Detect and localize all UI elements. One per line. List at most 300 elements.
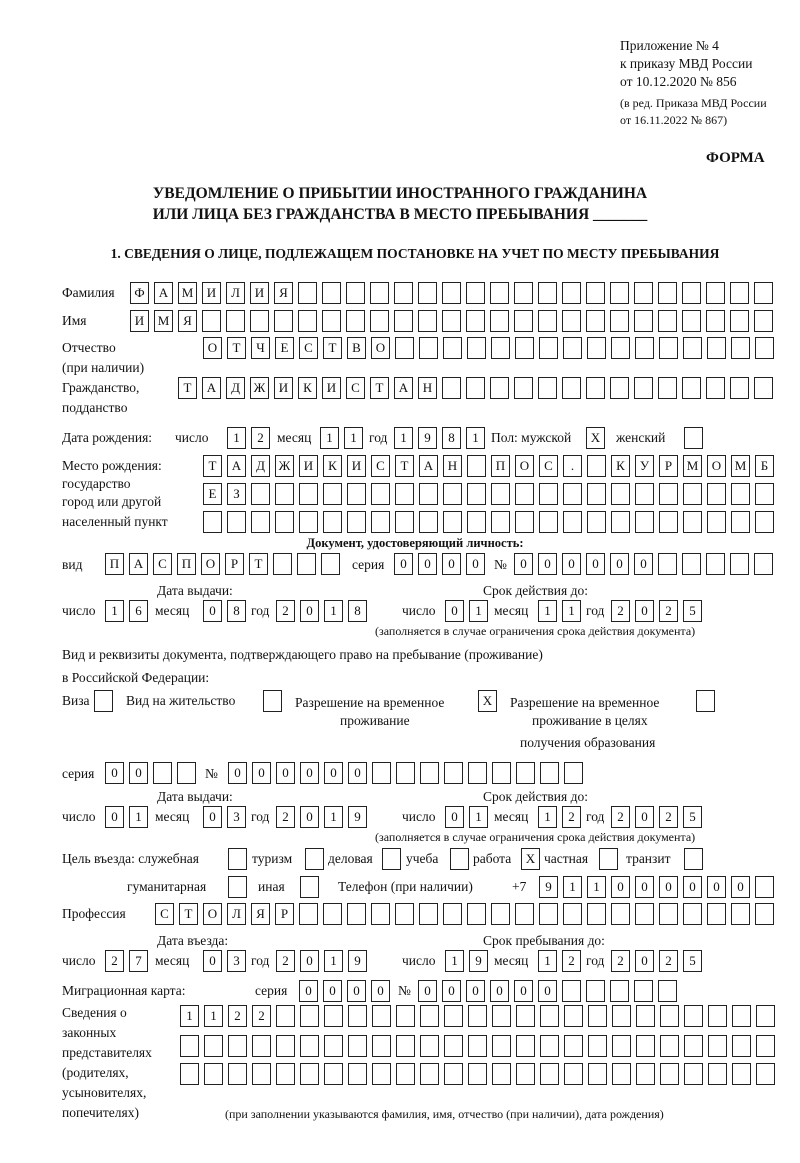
birth-place2-cell[interactable] xyxy=(395,483,414,505)
residence-checkbox[interactable] xyxy=(263,690,282,712)
rep1-cell[interactable]: 2 xyxy=(228,1005,247,1027)
birth-place1-cell[interactable]: О xyxy=(515,455,534,477)
rep1-cell[interactable] xyxy=(348,1005,367,1027)
doc-valid-year-cell[interactable]: 5 xyxy=(683,600,702,622)
birth-place3-cell[interactable] xyxy=(491,511,510,533)
birth-place1-cell[interactable]: У xyxy=(635,455,654,477)
name-cell[interactable]: М xyxy=(154,310,173,332)
citizenship-cell[interactable]: И xyxy=(274,377,293,399)
rep3-cell[interactable] xyxy=(588,1063,607,1085)
mc-number-cell[interactable]: 0 xyxy=(514,980,533,1002)
p-transit-checkbox[interactable] xyxy=(684,848,703,870)
stay-number-cell[interactable]: 0 xyxy=(276,762,295,784)
mc-series-cell[interactable]: 0 xyxy=(323,980,342,1002)
doc-valid-day-cell[interactable]: 1 xyxy=(469,600,488,622)
citizenship-cell[interactable] xyxy=(490,377,509,399)
rep1-cell[interactable] xyxy=(324,1005,343,1027)
rep3-cell[interactable] xyxy=(204,1063,223,1085)
patronymic-cell[interactable]: О xyxy=(371,337,390,359)
stay-number-cell[interactable] xyxy=(540,762,559,784)
birth-place1-cell[interactable]: П xyxy=(491,455,510,477)
birth-place1-cell[interactable]: М xyxy=(731,455,750,477)
doc-series-cell[interactable]: 0 xyxy=(418,553,437,575)
doc-valid-month-cell[interactable]: 1 xyxy=(538,600,557,622)
patronymic-cell[interactable]: Е xyxy=(275,337,294,359)
rep3-cell[interactable] xyxy=(468,1063,487,1085)
doc-number-cell[interactable]: 0 xyxy=(562,553,581,575)
rep3-cell[interactable] xyxy=(420,1063,439,1085)
surname-cell[interactable] xyxy=(730,282,749,304)
rep3-cell[interactable] xyxy=(348,1063,367,1085)
stay-issue-year-cell[interactable]: 2 xyxy=(276,806,295,828)
birth-place2-cell[interactable] xyxy=(683,483,702,505)
rep1-cell[interactable] xyxy=(300,1005,319,1027)
profession-cell[interactable] xyxy=(299,903,318,925)
birth-place3-cell[interactable] xyxy=(563,511,582,533)
phone-cell[interactable]: 9 xyxy=(539,876,558,898)
rep3-cell[interactable] xyxy=(708,1063,727,1085)
patronymic-cell[interactable] xyxy=(419,337,438,359)
surname-cell[interactable] xyxy=(538,282,557,304)
doc-issue-year-cell[interactable]: 0 xyxy=(300,600,319,622)
doc-kind-cell[interactable]: О xyxy=(201,553,220,575)
profession-cell[interactable]: О xyxy=(203,903,222,925)
name-cell[interactable] xyxy=(682,310,701,332)
name-cell[interactable] xyxy=(610,310,629,332)
rep1-cell[interactable] xyxy=(420,1005,439,1027)
birth-place1-cell[interactable]: Ж xyxy=(275,455,294,477)
doc-number-cell[interactable]: 0 xyxy=(634,553,653,575)
profession-cell[interactable] xyxy=(323,903,342,925)
surname-cell[interactable] xyxy=(490,282,509,304)
name-cell[interactable] xyxy=(418,310,437,332)
rep1-cell[interactable] xyxy=(732,1005,751,1027)
profession-cell[interactable] xyxy=(467,903,486,925)
until-month-cell[interactable]: 2 xyxy=(562,950,581,972)
citizenship-cell[interactable] xyxy=(634,377,653,399)
profession-cell[interactable] xyxy=(419,903,438,925)
rep1-cell[interactable]: 1 xyxy=(204,1005,223,1027)
mc-number-cell[interactable] xyxy=(586,980,605,1002)
surname-cell[interactable]: Ф xyxy=(130,282,149,304)
p-tourism-checkbox[interactable] xyxy=(305,848,324,870)
rep2-cell[interactable] xyxy=(564,1035,583,1057)
doc-kind-cell[interactable]: П xyxy=(177,553,196,575)
patronymic-cell[interactable] xyxy=(755,337,774,359)
stay-number-cell[interactable]: 0 xyxy=(348,762,367,784)
name-cell[interactable] xyxy=(250,310,269,332)
birth-place1-cell[interactable]: К xyxy=(611,455,630,477)
birth-place2-cell[interactable] xyxy=(611,483,630,505)
profession-cell[interactable] xyxy=(707,903,726,925)
stay-valid-year-cell[interactable]: 0 xyxy=(635,806,654,828)
until-year-cell[interactable]: 2 xyxy=(611,950,630,972)
stay-valid-year-cell[interactable]: 2 xyxy=(659,806,678,828)
birth-place3-cell[interactable] xyxy=(323,511,342,533)
doc-issue-year-cell[interactable]: 8 xyxy=(348,600,367,622)
p-private-checkbox[interactable] xyxy=(599,848,618,870)
rep2-cell[interactable] xyxy=(324,1035,343,1057)
rep2-cell[interactable] xyxy=(420,1035,439,1057)
citizenship-cell[interactable]: К xyxy=(298,377,317,399)
doc-issue-day-cell[interactable]: 1 xyxy=(105,600,124,622)
birth-place1-cell[interactable]: Т xyxy=(203,455,222,477)
birth-place3-cell[interactable] xyxy=(635,511,654,533)
stay-number-cell[interactable] xyxy=(468,762,487,784)
birth-year-cell[interactable]: 8 xyxy=(442,427,461,449)
birth-place3-cell[interactable] xyxy=(755,511,774,533)
mc-number-cell[interactable] xyxy=(634,980,653,1002)
stay-issue-day-cell[interactable]: 0 xyxy=(105,806,124,828)
rep3-cell[interactable] xyxy=(732,1063,751,1085)
name-cell[interactable] xyxy=(346,310,365,332)
citizenship-cell[interactable]: С xyxy=(346,377,365,399)
birth-place1-cell[interactable]: К xyxy=(323,455,342,477)
citizenship-cell[interactable] xyxy=(706,377,725,399)
doc-valid-month-cell[interactable]: 1 xyxy=(562,600,581,622)
phone-cell[interactable]: 0 xyxy=(683,876,702,898)
patronymic-cell[interactable] xyxy=(539,337,558,359)
birth-place2-cell[interactable] xyxy=(419,483,438,505)
birth-place3-cell[interactable] xyxy=(467,511,486,533)
rep3-cell[interactable] xyxy=(492,1063,511,1085)
surname-cell[interactable]: Я xyxy=(274,282,293,304)
name-cell[interactable] xyxy=(322,310,341,332)
surname-cell[interactable]: М xyxy=(178,282,197,304)
birth-place1-cell[interactable]: Т xyxy=(395,455,414,477)
doc-valid-year-cell[interactable]: 2 xyxy=(659,600,678,622)
rep3-cell[interactable] xyxy=(252,1063,271,1085)
doc-valid-day-cell[interactable]: 0 xyxy=(445,600,464,622)
birth-place2-cell[interactable] xyxy=(347,483,366,505)
birth-place1-cell[interactable]: Д xyxy=(251,455,270,477)
rep2-cell[interactable] xyxy=(300,1035,319,1057)
rep3-cell[interactable] xyxy=(180,1063,199,1085)
patronymic-cell[interactable]: Т xyxy=(323,337,342,359)
birth-place3-cell[interactable] xyxy=(659,511,678,533)
name-cell[interactable] xyxy=(202,310,221,332)
stay-valid-day-cell[interactable]: 1 xyxy=(469,806,488,828)
doc-number-cell[interactable]: 0 xyxy=(586,553,605,575)
phone-cell[interactable]: 1 xyxy=(587,876,606,898)
entry-day-cell[interactable]: 7 xyxy=(129,950,148,972)
edu-residence-checkbox[interactable] xyxy=(696,690,715,712)
mc-number-cell[interactable]: 0 xyxy=(418,980,437,1002)
rep1-cell[interactable] xyxy=(396,1005,415,1027)
doc-number-cell[interactable]: 0 xyxy=(538,553,557,575)
rep2-cell[interactable] xyxy=(660,1035,679,1057)
surname-cell[interactable] xyxy=(634,282,653,304)
rep2-cell[interactable] xyxy=(516,1035,535,1057)
p-work-checkbox[interactable]: X xyxy=(521,848,540,870)
surname-cell[interactable] xyxy=(586,282,605,304)
rep2-cell[interactable] xyxy=(372,1035,391,1057)
stay-series-cell[interactable] xyxy=(153,762,172,784)
mc-number-cell[interactable]: 0 xyxy=(466,980,485,1002)
birth-place1-cell[interactable]: С xyxy=(371,455,390,477)
rep1-cell[interactable] xyxy=(468,1005,487,1027)
birth-place2-cell[interactable] xyxy=(323,483,342,505)
citizenship-cell[interactable] xyxy=(442,377,461,399)
birth-place2-cell[interactable] xyxy=(755,483,774,505)
birth-place2-cell[interactable] xyxy=(251,483,270,505)
stay-number-cell[interactable]: 0 xyxy=(324,762,343,784)
surname-cell[interactable] xyxy=(562,282,581,304)
stay-series-cell[interactable]: 0 xyxy=(105,762,124,784)
rep3-cell[interactable] xyxy=(324,1063,343,1085)
stay-issue-year-cell[interactable]: 0 xyxy=(300,806,319,828)
patronymic-cell[interactable] xyxy=(659,337,678,359)
birth-place3-cell[interactable] xyxy=(203,511,222,533)
rep1-cell[interactable] xyxy=(588,1005,607,1027)
rep2-cell[interactable] xyxy=(708,1035,727,1057)
birth-day-cell[interactable]: 2 xyxy=(251,427,270,449)
birth-place3-cell[interactable] xyxy=(275,511,294,533)
sex-female-checkbox[interactable] xyxy=(684,427,703,449)
patronymic-cell[interactable] xyxy=(443,337,462,359)
stay-number-cell[interactable] xyxy=(516,762,535,784)
rep1-cell[interactable] xyxy=(444,1005,463,1027)
name-cell[interactable] xyxy=(706,310,725,332)
profession-cell[interactable]: Л xyxy=(227,903,246,925)
rep2-cell[interactable] xyxy=(348,1035,367,1057)
profession-cell[interactable]: С xyxy=(155,903,174,925)
birth-place3-cell[interactable] xyxy=(443,511,462,533)
rep3-cell[interactable] xyxy=(228,1063,247,1085)
doc-issue-month-cell[interactable]: 8 xyxy=(227,600,246,622)
birth-year-cell[interactable]: 9 xyxy=(418,427,437,449)
rep1-cell[interactable] xyxy=(492,1005,511,1027)
doc-series-cell[interactable]: 0 xyxy=(394,553,413,575)
patronymic-cell[interactable] xyxy=(683,337,702,359)
entry-day-cell[interactable]: 2 xyxy=(105,950,124,972)
birth-place3-cell[interactable] xyxy=(587,511,606,533)
birth-place3-cell[interactable] xyxy=(347,511,366,533)
mc-series-cell[interactable]: 0 xyxy=(347,980,366,1002)
profession-cell[interactable]: Я xyxy=(251,903,270,925)
rep2-cell[interactable] xyxy=(492,1035,511,1057)
stay-valid-day-cell[interactable]: 0 xyxy=(445,806,464,828)
rep2-cell[interactable] xyxy=(444,1035,463,1057)
doc-kind-cell[interactable]: Р xyxy=(225,553,244,575)
name-cell[interactable] xyxy=(394,310,413,332)
stay-number-cell[interactable] xyxy=(372,762,391,784)
entry-year-cell[interactable]: 2 xyxy=(276,950,295,972)
name-cell[interactable]: Я xyxy=(178,310,197,332)
surname-cell[interactable] xyxy=(658,282,677,304)
citizenship-cell[interactable] xyxy=(730,377,749,399)
doc-issue-month-cell[interactable]: 0 xyxy=(203,600,222,622)
stay-series-cell[interactable] xyxy=(177,762,196,784)
birth-place1-cell[interactable] xyxy=(467,455,486,477)
patronymic-cell[interactable] xyxy=(587,337,606,359)
citizenship-cell[interactable] xyxy=(562,377,581,399)
mc-series-cell[interactable]: 0 xyxy=(299,980,318,1002)
rep1-cell[interactable] xyxy=(612,1005,631,1027)
birth-place2-cell[interactable] xyxy=(563,483,582,505)
patronymic-cell[interactable] xyxy=(395,337,414,359)
entry-month-cell[interactable]: 0 xyxy=(203,950,222,972)
rep1-cell[interactable] xyxy=(564,1005,583,1027)
name-cell[interactable] xyxy=(730,310,749,332)
surname-cell[interactable] xyxy=(754,282,773,304)
rep1-cell[interactable]: 1 xyxy=(180,1005,199,1027)
rep2-cell[interactable] xyxy=(180,1035,199,1057)
rep2-cell[interactable] xyxy=(612,1035,631,1057)
birth-place1-cell[interactable]: М xyxy=(683,455,702,477)
stay-issue-year-cell[interactable]: 1 xyxy=(324,806,343,828)
birth-place2-cell[interactable] xyxy=(707,483,726,505)
rep3-cell[interactable] xyxy=(396,1063,415,1085)
birth-year-cell[interactable]: 1 xyxy=(466,427,485,449)
doc-number-cell[interactable] xyxy=(658,553,677,575)
rep3-cell[interactable] xyxy=(660,1063,679,1085)
birth-place3-cell[interactable] xyxy=(539,511,558,533)
birth-place1-cell[interactable] xyxy=(587,455,606,477)
stay-valid-month-cell[interactable]: 2 xyxy=(562,806,581,828)
rep3-cell[interactable] xyxy=(372,1063,391,1085)
birth-place2-cell[interactable] xyxy=(371,483,390,505)
doc-kind-cell[interactable] xyxy=(273,553,292,575)
birth-place2-cell[interactable] xyxy=(299,483,318,505)
profession-cell[interactable] xyxy=(347,903,366,925)
rep1-cell[interactable] xyxy=(276,1005,295,1027)
visa-checkbox[interactable] xyxy=(94,690,113,712)
rep2-cell[interactable] xyxy=(468,1035,487,1057)
rep3-cell[interactable] xyxy=(300,1063,319,1085)
birth-place2-cell[interactable] xyxy=(275,483,294,505)
phone-cell[interactable]: 0 xyxy=(731,876,750,898)
doc-kind-cell[interactable] xyxy=(321,553,340,575)
birth-place3-cell[interactable] xyxy=(683,511,702,533)
doc-issue-day-cell[interactable]: 6 xyxy=(129,600,148,622)
sex-male-checkbox[interactable]: X xyxy=(586,427,605,449)
profession-cell[interactable] xyxy=(755,903,774,925)
name-cell[interactable] xyxy=(634,310,653,332)
profession-cell[interactable] xyxy=(491,903,510,925)
birth-place2-cell[interactable] xyxy=(731,483,750,505)
profession-cell[interactable]: Р xyxy=(275,903,294,925)
rep3-cell[interactable] xyxy=(684,1063,703,1085)
patronymic-cell[interactable] xyxy=(707,337,726,359)
doc-kind-cell[interactable]: П xyxy=(105,553,124,575)
name-cell[interactable] xyxy=(298,310,317,332)
birth-place3-cell[interactable] xyxy=(227,511,246,533)
birth-place2-cell[interactable] xyxy=(539,483,558,505)
rep2-cell[interactable] xyxy=(684,1035,703,1057)
surname-cell[interactable] xyxy=(706,282,725,304)
stay-valid-year-cell[interactable]: 2 xyxy=(611,806,630,828)
p-service-checkbox[interactable] xyxy=(228,848,247,870)
until-month-cell[interactable]: 1 xyxy=(538,950,557,972)
phone-cell[interactable]: 0 xyxy=(707,876,726,898)
citizenship-cell[interactable] xyxy=(658,377,677,399)
profession-cell[interactable] xyxy=(635,903,654,925)
profession-cell[interactable] xyxy=(731,903,750,925)
patronymic-cell[interactable] xyxy=(467,337,486,359)
stay-number-cell[interactable]: 0 xyxy=(252,762,271,784)
rep1-cell[interactable] xyxy=(660,1005,679,1027)
name-cell[interactable] xyxy=(442,310,461,332)
doc-kind-cell[interactable]: Т xyxy=(249,553,268,575)
stay-issue-month-cell[interactable]: 3 xyxy=(227,806,246,828)
stay-number-cell[interactable] xyxy=(444,762,463,784)
name-cell[interactable]: И xyxy=(130,310,149,332)
birth-place1-cell[interactable]: А xyxy=(227,455,246,477)
birth-place2-cell[interactable]: Е xyxy=(203,483,222,505)
rep1-cell[interactable] xyxy=(516,1005,535,1027)
birth-month-cell[interactable]: 1 xyxy=(344,427,363,449)
rep3-cell[interactable] xyxy=(540,1063,559,1085)
birth-place1-cell[interactable]: Н xyxy=(443,455,462,477)
name-cell[interactable] xyxy=(490,310,509,332)
surname-cell[interactable]: Л xyxy=(226,282,245,304)
name-cell[interactable] xyxy=(274,310,293,332)
birth-place3-cell[interactable] xyxy=(251,511,270,533)
patronymic-cell[interactable] xyxy=(611,337,630,359)
citizenship-cell[interactable] xyxy=(682,377,701,399)
mc-number-cell[interactable]: 0 xyxy=(442,980,461,1002)
doc-series-cell[interactable]: 0 xyxy=(466,553,485,575)
citizenship-cell[interactable] xyxy=(514,377,533,399)
patronymic-cell[interactable] xyxy=(731,337,750,359)
mc-number-cell[interactable] xyxy=(610,980,629,1002)
rep3-cell[interactable] xyxy=(756,1063,775,1085)
birth-place2-cell[interactable] xyxy=(467,483,486,505)
citizenship-cell[interactable]: Ж xyxy=(250,377,269,399)
stay-series-cell[interactable]: 0 xyxy=(129,762,148,784)
stay-valid-year-cell[interactable]: 5 xyxy=(683,806,702,828)
rep1-cell[interactable]: 2 xyxy=(252,1005,271,1027)
doc-valid-year-cell[interactable]: 2 xyxy=(611,600,630,622)
entry-year-cell[interactable]: 0 xyxy=(300,950,319,972)
citizenship-cell[interactable] xyxy=(586,377,605,399)
stay-issue-month-cell[interactable]: 0 xyxy=(203,806,222,828)
doc-kind-cell[interactable]: С xyxy=(153,553,172,575)
p-study-checkbox[interactable] xyxy=(450,848,469,870)
until-day-cell[interactable]: 9 xyxy=(469,950,488,972)
patronymic-cell[interactable]: С xyxy=(299,337,318,359)
birth-place1-cell[interactable]: Б xyxy=(755,455,774,477)
surname-cell[interactable] xyxy=(322,282,341,304)
citizenship-cell[interactable]: А xyxy=(394,377,413,399)
stay-number-cell[interactable] xyxy=(420,762,439,784)
birth-place3-cell[interactable] xyxy=(299,511,318,533)
profession-cell[interactable] xyxy=(563,903,582,925)
mc-number-cell[interactable]: 0 xyxy=(490,980,509,1002)
patronymic-cell[interactable] xyxy=(491,337,510,359)
birth-year-cell[interactable]: 1 xyxy=(394,427,413,449)
name-cell[interactable] xyxy=(658,310,677,332)
rep3-cell[interactable] xyxy=(444,1063,463,1085)
patronymic-cell[interactable] xyxy=(635,337,654,359)
phone-cell[interactable]: 0 xyxy=(659,876,678,898)
profession-cell[interactable] xyxy=(443,903,462,925)
rep3-cell[interactable] xyxy=(516,1063,535,1085)
patronymic-cell[interactable] xyxy=(563,337,582,359)
mc-number-cell[interactable]: 0 xyxy=(538,980,557,1002)
citizenship-cell[interactable] xyxy=(466,377,485,399)
temp-residence-checkbox[interactable]: X xyxy=(478,690,497,712)
birth-place3-cell[interactable] xyxy=(611,511,630,533)
entry-year-cell[interactable]: 9 xyxy=(348,950,367,972)
surname-cell[interactable]: А xyxy=(154,282,173,304)
surname-cell[interactable] xyxy=(682,282,701,304)
surname-cell[interactable] xyxy=(394,282,413,304)
rep3-cell[interactable] xyxy=(612,1063,631,1085)
profession-cell[interactable] xyxy=(683,903,702,925)
profession-cell[interactable] xyxy=(659,903,678,925)
